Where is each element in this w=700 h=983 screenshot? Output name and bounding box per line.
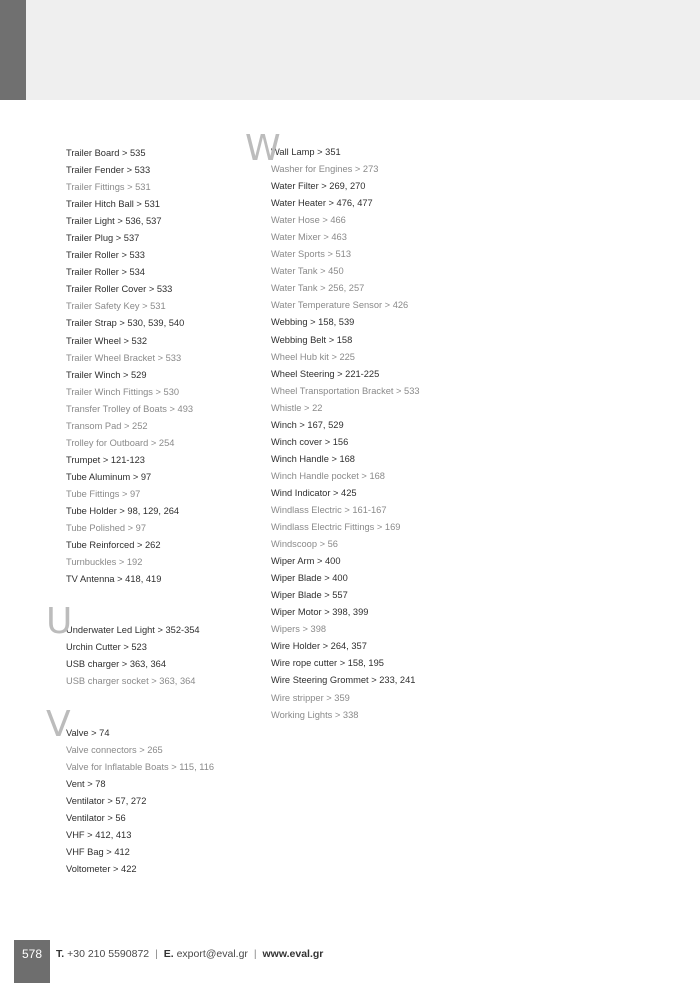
phone-label: T. bbox=[56, 948, 65, 960]
index-entry: Wire rope cutter > 158, 195 bbox=[271, 658, 384, 669]
index-entry: Washer for Engines > 273 bbox=[271, 164, 379, 175]
index-entry: Tube Holder > 98, 129, 264 bbox=[66, 505, 180, 516]
index-entry: USB charger > 363, 364 bbox=[66, 659, 167, 670]
index-entry: Trailer Light > 536, 537 bbox=[66, 216, 162, 227]
index-entry: Water Sports > 513 bbox=[271, 249, 352, 260]
index-entry: Trailer Hitch Ball > 531 bbox=[66, 199, 160, 210]
index-entry: Voltometer > 422 bbox=[66, 863, 137, 874]
index-list-v bbox=[66, 725, 256, 878]
index-entry: Water Temperature Sensor > 426 bbox=[271, 300, 409, 311]
index-entry: Webbing Belt > 158 bbox=[271, 334, 353, 345]
index-entry: Trailer Strap > 530, 539, 540 bbox=[66, 318, 185, 329]
index-entry: Transom Pad > 252 bbox=[66, 420, 148, 431]
index-entry: Wire Steering Grommet > 233, 241 bbox=[271, 675, 416, 686]
index-entry: Wiper Motor > 398, 399 bbox=[271, 607, 369, 618]
index-entry: Wipers > 398 bbox=[271, 624, 327, 635]
index-entry: Wheel Transportation Bracket > 533 bbox=[271, 385, 420, 396]
phone-number: +30 210 5590872 bbox=[67, 948, 150, 960]
index-entry: VHF Bag > 412 bbox=[66, 846, 130, 857]
index-column-left bbox=[46, 145, 256, 878]
index-entry: Windlass Electric > 161-167 bbox=[271, 504, 387, 515]
index-entry: Tube Fittings > 97 bbox=[66, 488, 141, 499]
index-entry: Underwater Led Light > 352-354 bbox=[66, 625, 200, 636]
index-entry: Wind Indicator > 425 bbox=[271, 487, 357, 498]
header-tab bbox=[0, 0, 26, 100]
index-entry: Wire stripper > 359 bbox=[271, 692, 350, 703]
index-entry: Working Lights > 338 bbox=[271, 709, 359, 720]
index-entry: Vent > 78 bbox=[66, 778, 106, 789]
index-entry: Trailer Roller > 534 bbox=[66, 267, 145, 278]
index-entry: Water Tank > 450 bbox=[271, 266, 344, 277]
index-entry: Trailer Winch > 529 bbox=[66, 369, 147, 380]
index-entry: Tube Reinforced > 262 bbox=[66, 540, 161, 551]
index-entry: Wheel Hub kit > 225 bbox=[271, 351, 355, 362]
section-letter-u: U bbox=[46, 601, 73, 643]
index-entry: Wiper Arm > 400 bbox=[271, 556, 341, 567]
index-entry: Trailer Wheel Bracket > 533 bbox=[66, 352, 182, 363]
index-entry: Trailer Fittings > 531 bbox=[66, 182, 151, 193]
index-entry: Valve for Inflatable Boats > 115, 116 bbox=[66, 761, 215, 772]
index-entry: USB charger socket > 363, 364 bbox=[66, 676, 196, 687]
index-entry: Wall Lamp > 351 bbox=[271, 147, 341, 157]
index-entry: Trailer Roller > 533 bbox=[66, 250, 145, 261]
index-entry: Wiper Blade > 557 bbox=[271, 590, 348, 601]
index-entry: Wire Holder > 264, 357 bbox=[271, 641, 367, 652]
index-entry: TV Antenna > 418, 419 bbox=[66, 574, 162, 585]
footer-contact bbox=[56, 948, 323, 960]
index-list-u bbox=[66, 622, 256, 690]
section-letter-v: V bbox=[46, 703, 71, 745]
index-entry: Tube Aluminum > 97 bbox=[66, 471, 152, 482]
index-entry: Valve > 74 bbox=[66, 727, 110, 738]
index-list-w bbox=[271, 144, 531, 724]
index-entry: Valve connectors > 265 bbox=[66, 744, 163, 755]
index-group-v bbox=[46, 703, 256, 878]
index-entry: Winch cover > 156 bbox=[271, 436, 349, 447]
index-entry: Water Tank > 256, 257 bbox=[271, 283, 365, 294]
index-entry: Water Heater > 476, 477 bbox=[271, 198, 373, 209]
index-entry: Water Filter > 269, 270 bbox=[271, 181, 366, 192]
website-link[interactable]: www.eval.gr bbox=[262, 948, 324, 960]
index-entry: Trailer Safety Key > 531 bbox=[66, 301, 166, 312]
index-entry: Winch Handle > 168 bbox=[271, 453, 355, 464]
index-entry: Transfer Trolley of Boats > 493 bbox=[66, 403, 194, 414]
index-entry: Water Mixer > 463 bbox=[271, 232, 347, 243]
index-entry: Trailer Fender > 533 bbox=[66, 165, 151, 176]
index-entry: Winch > 167, 529 bbox=[271, 419, 344, 430]
index-entry: Trailer Wheel > 532 bbox=[66, 335, 148, 346]
index-group-u bbox=[46, 601, 256, 690]
index-entry: Wheel Steering > 221-225 bbox=[271, 368, 380, 379]
index-entry: Ventilator > 57, 272 bbox=[66, 795, 147, 806]
page-number: 578 bbox=[14, 940, 50, 983]
index-entry: Trailer Winch Fittings > 530 bbox=[66, 386, 180, 397]
index-entry: Windlass Electric Fittings > 169 bbox=[271, 522, 401, 533]
index-entry: Windscoop > 56 bbox=[271, 539, 338, 550]
header-band bbox=[0, 0, 700, 100]
index-entry: Tube Polished > 97 bbox=[66, 523, 147, 534]
index-group-w bbox=[245, 128, 531, 724]
footer-separator: | bbox=[253, 948, 257, 960]
index-entry: Turnbuckles > 192 bbox=[66, 557, 143, 568]
index-entry: Whistle > 22 bbox=[271, 402, 323, 413]
email-address[interactable]: export@eval.gr bbox=[176, 948, 248, 960]
index-entry: Trolley for Outboard > 254 bbox=[66, 437, 175, 448]
index-entry: Trailer Board > 535 bbox=[66, 148, 146, 158]
index-entry: VHF > 412, 413 bbox=[66, 829, 132, 840]
index-entry: Trailer Roller Cover > 533 bbox=[66, 284, 173, 295]
index-entry: Trumpet > 121-123 bbox=[66, 454, 145, 465]
index-entry: Wiper Blade > 400 bbox=[271, 573, 348, 584]
index-entry: Water Hose > 466 bbox=[271, 215, 346, 226]
index-entry: Winch Handle pocket > 168 bbox=[271, 470, 385, 481]
footer-separator: | bbox=[155, 948, 158, 960]
index-column-right bbox=[245, 128, 531, 724]
section-letter-w: W bbox=[245, 128, 281, 169]
index-entry: Trailer Plug > 537 bbox=[66, 233, 140, 244]
index-entry: Webbing > 158, 539 bbox=[271, 317, 355, 328]
index-entry: Urchin Cutter > 523 bbox=[66, 642, 147, 653]
index-entry: Ventilator > 56 bbox=[66, 812, 126, 823]
index-list-t bbox=[66, 145, 256, 588]
email-label: E. bbox=[163, 948, 174, 960]
